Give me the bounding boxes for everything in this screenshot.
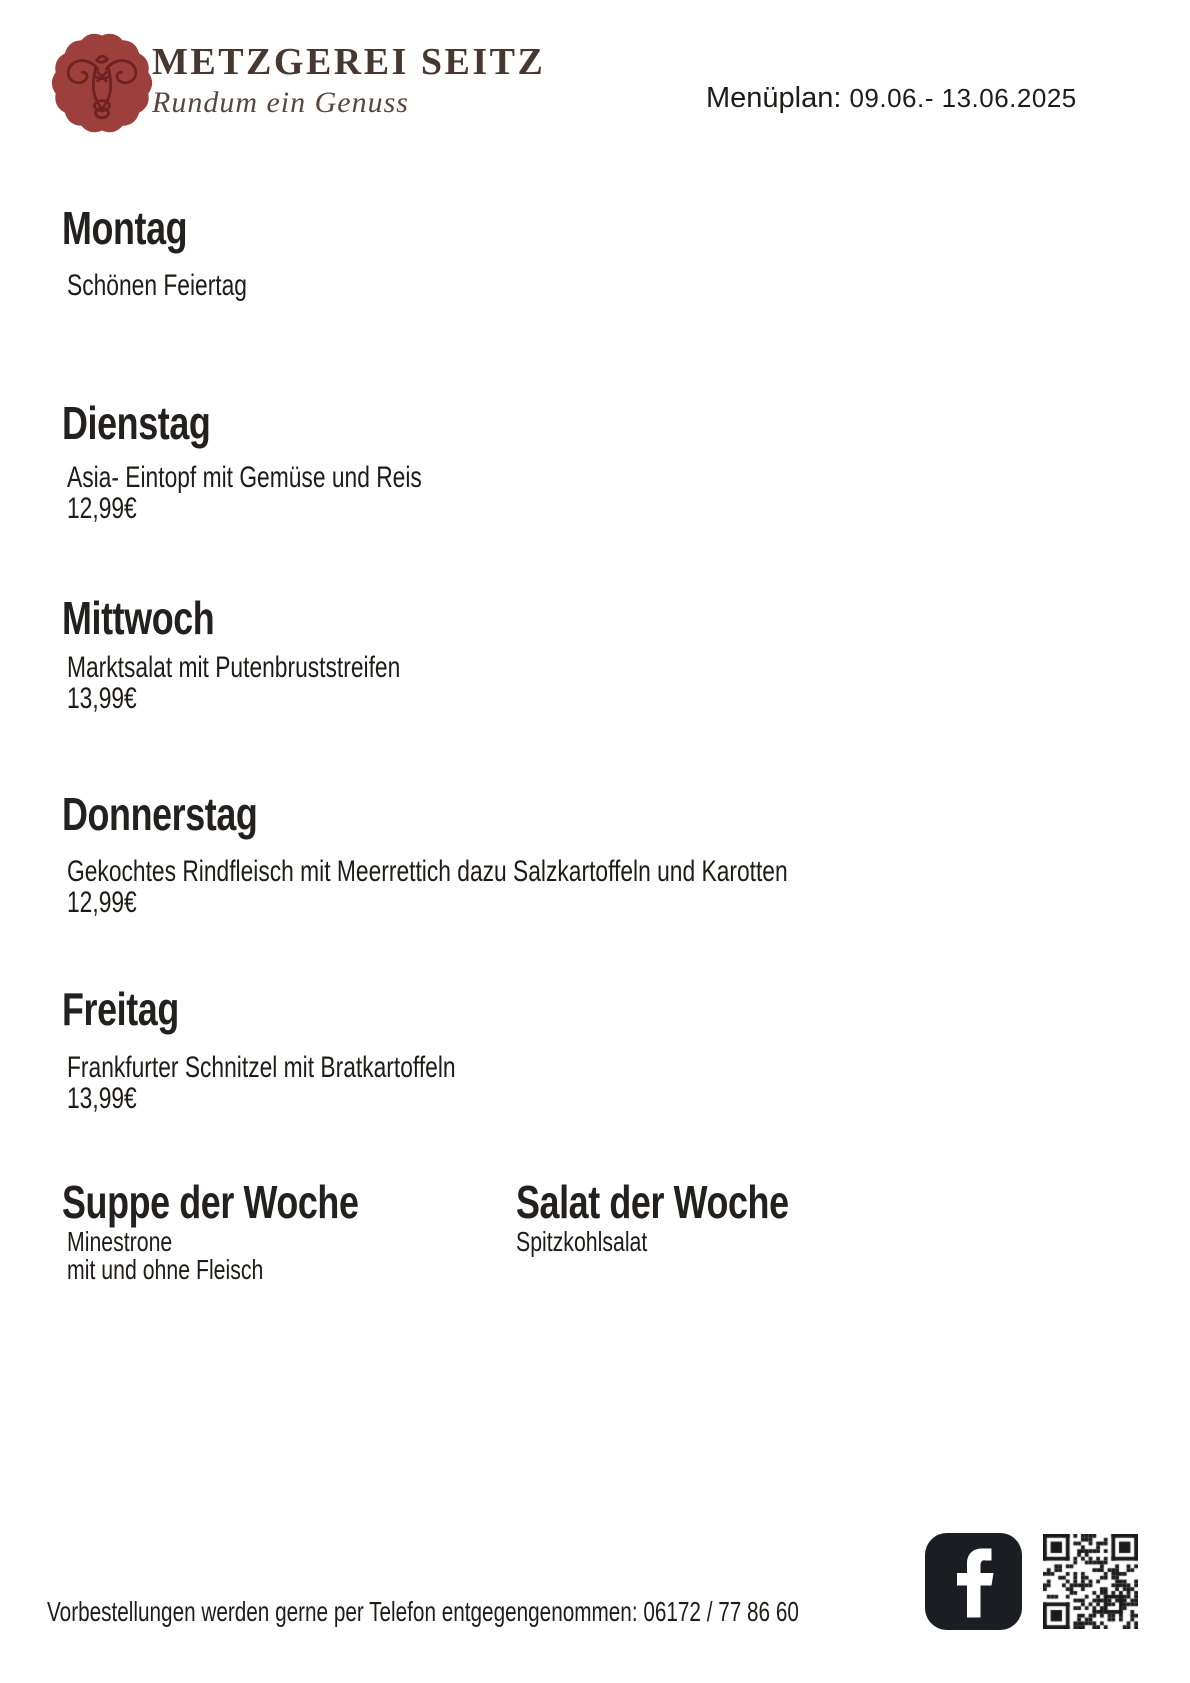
- weekly-line: Spitzkohlsalat: [516, 1226, 648, 1257]
- dish-text: Gekochtes Rindfleisch mit Meerrettich dazu Salzkartoffeln und Karotten: [67, 855, 788, 888]
- qr-code: [1043, 1534, 1138, 1629]
- menu-plan-header: [706, 82, 1077, 115]
- weekly-item-suppe: [67, 1228, 325, 1284]
- menu-plan-label: Menüplan:: [706, 82, 842, 114]
- weekly-item-salat: [516, 1228, 689, 1256]
- dish-mittwoch: [67, 652, 506, 714]
- dish-dienstag: [67, 462, 534, 524]
- dish-montag: [67, 270, 304, 301]
- day-heading-donnerstag: Donnerstag: [62, 788, 258, 840]
- brand-tagline: Rundum ein Genuss: [152, 85, 409, 119]
- dish-text: Schönen Feiertag: [67, 269, 247, 302]
- dish-price: 13,99€: [67, 682, 137, 715]
- day-heading-montag: Montag: [62, 202, 188, 254]
- weekly-line: mit und ohne Fleisch: [67, 1254, 264, 1285]
- dish-donnerstag: [67, 856, 1015, 918]
- facebook-icon: [925, 1533, 1022, 1630]
- dish-price: 12,99€: [67, 492, 137, 525]
- day-heading-mittwoch: Mittwoch: [62, 592, 215, 644]
- footer-phone-note: Vorbestellungen werden gerne per Telefon entgegengenommen: 06172 / 77 86 60: [47, 1596, 799, 1627]
- dish-text: Frankfurter Schnitzel mit Bratkartoffeln: [67, 1051, 456, 1084]
- dish-freitag: [67, 1052, 578, 1114]
- weekly-line: Minestrone: [67, 1226, 173, 1257]
- weekly-heading-suppe: Suppe der Woche: [62, 1176, 359, 1228]
- dish-text: Asia- Eintopf mit Gemüse und Reis: [67, 461, 422, 494]
- brand-block: [152, 42, 545, 120]
- day-heading-freitag: Freitag: [62, 983, 179, 1035]
- wax-seal-bull-icon: [48, 28, 156, 138]
- weekly-heading-salat: Salat der Woche: [516, 1176, 789, 1228]
- dish-text: Marktsalat mit Putenbruststreifen: [67, 651, 401, 684]
- menu-plan-dates: 09.06.- 13.06.2025: [849, 83, 1077, 113]
- dish-price: 12,99€: [67, 886, 137, 919]
- brand-name: METZGEREI SEITZ: [152, 41, 546, 83]
- dish-price: 13,99€: [67, 1082, 137, 1115]
- day-heading-dienstag: Dienstag: [62, 397, 211, 449]
